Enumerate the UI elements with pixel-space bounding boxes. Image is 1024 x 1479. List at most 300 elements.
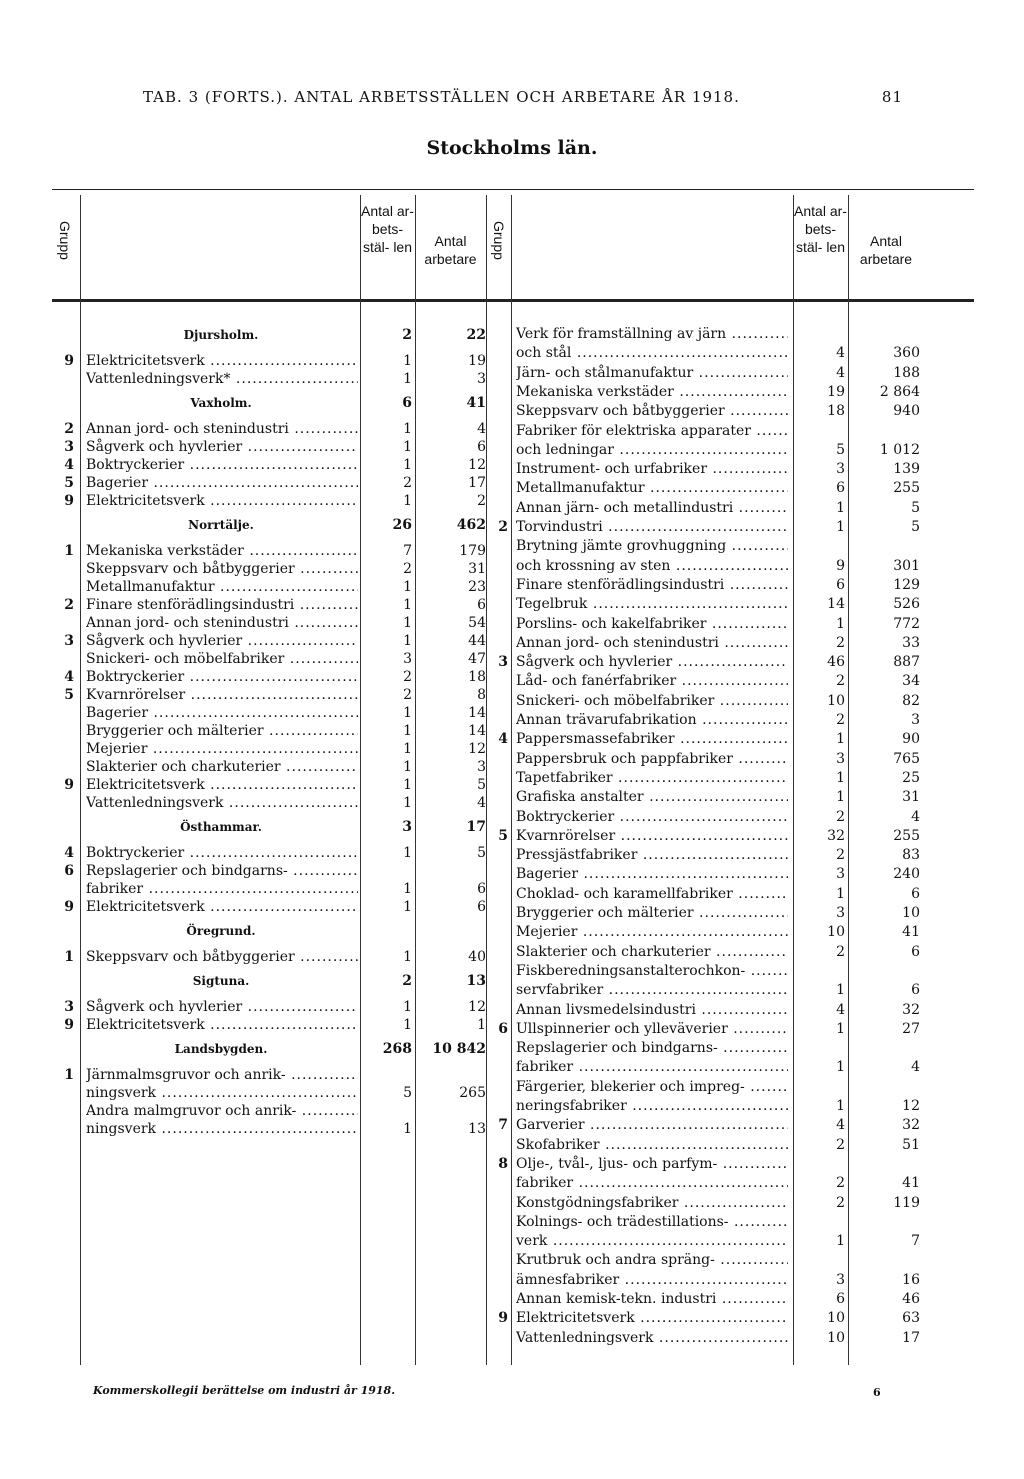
industry-label: Mekaniska verkstäder .....	[86, 543, 358, 559]
industry-label: Ullspinnerier och ylleväverier .....	[516, 1021, 788, 1037]
table-row	[486, 1232, 926, 1251]
antal-stallen-header: Antal ar- bets- stäl- len	[794, 203, 847, 255]
count-workers: 8	[477, 687, 486, 703]
count-establishments: 10	[827, 1329, 845, 1346]
count-establishments: 1	[836, 1098, 845, 1114]
count-workers: 5	[911, 499, 920, 516]
count-workers: 139	[893, 461, 920, 478]
industry-label: Torvindustri .....	[516, 519, 788, 535]
count-workers: 19	[468, 353, 486, 369]
count-workers: 32	[902, 1117, 920, 1134]
industry-label: Mejerier .....	[86, 741, 358, 757]
count-establishments: 268	[382, 1041, 412, 1057]
source-note: Kommerskollegii berättelse om industri år 1918.	[93, 1384, 396, 1397]
group-number: 5	[64, 475, 74, 491]
table-row	[486, 981, 926, 1000]
table-row	[52, 474, 488, 493]
count-workers: 1 012	[879, 441, 920, 458]
table-row	[486, 1116, 926, 1135]
table-row	[52, 438, 488, 457]
count-establishments: 9	[836, 557, 845, 574]
industry-label: Boktryckerier .....	[86, 457, 358, 473]
count-workers: 32	[902, 1001, 920, 1018]
table-row	[52, 1066, 488, 1085]
count-workers: 47	[468, 651, 486, 667]
count-establishments: 2	[836, 712, 845, 728]
industry-label: Grafiska anstalter .....	[516, 789, 788, 805]
count-workers: 3	[911, 712, 920, 728]
industry-name	[516, 1058, 788, 1077]
industry-name	[86, 352, 358, 371]
count-establishments: 2	[402, 973, 412, 989]
industry-name	[86, 420, 358, 439]
industry-name	[516, 422, 788, 441]
count-workers: 14	[468, 705, 486, 721]
industry-name	[86, 758, 358, 777]
industry-name	[516, 846, 788, 865]
industry-name	[86, 704, 358, 723]
table-row	[486, 1271, 926, 1290]
count-establishments: 1	[403, 723, 412, 739]
count-workers: 17	[902, 1329, 920, 1346]
section-row	[52, 972, 488, 991]
industry-name	[516, 1039, 788, 1058]
industry-label: neringsfabriker .....	[516, 1098, 788, 1114]
count-workers: 12	[902, 1098, 920, 1114]
industry-name	[516, 692, 788, 711]
table-row	[52, 668, 488, 687]
industry-name	[516, 1251, 788, 1270]
count-workers: 6	[911, 982, 920, 999]
page-number: 81	[881, 88, 903, 106]
count-establishments: 3	[836, 750, 845, 767]
count-workers: 41	[466, 395, 486, 411]
table-row	[486, 885, 926, 904]
count-establishments: 2	[836, 943, 845, 960]
industry-name	[516, 904, 788, 923]
table-row	[486, 441, 926, 460]
industry-name	[86, 596, 358, 615]
count-workers: 31	[902, 789, 920, 806]
industry-name	[516, 364, 788, 383]
count-workers: 17	[466, 819, 486, 835]
industry-name	[86, 668, 358, 687]
industry-name	[516, 325, 788, 344]
table-row	[486, 1194, 926, 1213]
table-row	[52, 542, 488, 561]
count-workers: 765	[893, 750, 920, 767]
industry-name	[86, 1102, 358, 1121]
count-workers: 90	[902, 731, 920, 748]
section-name: Öregrund.	[186, 924, 256, 938]
industry-label: Finare stenförädlingsindustri .....	[516, 577, 788, 593]
industry-name	[86, 542, 358, 561]
group-number: 2	[64, 421, 74, 437]
count-establishments: 1	[403, 579, 412, 595]
count-establishments: 1	[836, 1020, 845, 1037]
table-row	[486, 499, 926, 518]
table-row	[486, 1309, 926, 1328]
table-row	[486, 1058, 926, 1077]
table-row	[486, 1213, 926, 1232]
industry-name	[516, 1329, 788, 1348]
industry-label: Bryggerier och mälterier .....	[516, 905, 788, 921]
section-name: Vaxholm.	[190, 396, 252, 410]
region-title: Stockholms län.	[426, 137, 598, 159]
group-number: 4	[498, 731, 508, 748]
count-establishments: 5	[836, 441, 845, 458]
industry-label: Bagerier .....	[516, 866, 788, 882]
count-establishments: 1	[403, 439, 412, 455]
industry-label: Andra malmgruvor och anrik- .....	[86, 1103, 358, 1119]
industry-label: och stål .....	[516, 345, 788, 361]
count-establishments: 3	[836, 905, 845, 921]
industry-name	[516, 1174, 788, 1193]
count-workers: 18	[468, 669, 486, 685]
industry-name	[86, 776, 358, 795]
count-establishments: 1	[403, 1017, 412, 1033]
table-row	[52, 614, 488, 633]
industry-label: Finare stenförädlingsindustri .....	[86, 597, 358, 613]
table-row	[52, 880, 488, 899]
industry-name	[516, 962, 788, 981]
industry-name	[86, 1066, 358, 1085]
group-number: 1	[64, 1067, 74, 1083]
industry-label: Annan livsmedelsindustri .....	[516, 1002, 788, 1018]
table-row	[52, 686, 488, 705]
industry-name	[516, 865, 788, 884]
industry-name	[516, 1194, 788, 1213]
industry-label: Färgerier, blekerier och impreg- .....	[516, 1079, 788, 1095]
industry-label: Boktryckerier .....	[516, 809, 788, 825]
count-establishments: 14	[827, 596, 845, 613]
industry-name	[516, 750, 788, 769]
industry-label: servfabriker .....	[516, 982, 788, 998]
industry-name	[86, 438, 358, 457]
industry-label: Snickeri- och möbelfabriker .....	[516, 693, 788, 709]
count-establishments: 2	[836, 634, 845, 651]
industry-name	[516, 981, 788, 1000]
industry-name	[86, 492, 358, 511]
industry-label: fabriker .....	[516, 1175, 788, 1191]
count-workers: 82	[902, 692, 920, 709]
industry-name	[516, 441, 788, 460]
table-row	[486, 962, 926, 981]
table-row	[52, 740, 488, 759]
count-establishments: 10	[827, 924, 845, 941]
industry-label: Vattenledningsverk* .....	[86, 371, 358, 387]
industry-label: Elektricitetsverk .....	[86, 1017, 358, 1033]
industry-label: Annan jord- och stenindustri .....	[516, 635, 788, 651]
industry-name	[516, 1155, 788, 1174]
count-workers: 13	[468, 1121, 486, 1137]
count-workers: 940	[893, 403, 920, 420]
industry-label: Olje-, tvål-, ljus- och parfym- .....	[516, 1156, 788, 1172]
count-workers: 33	[902, 634, 920, 651]
count-establishments: 1	[836, 769, 845, 786]
table-row	[486, 1136, 926, 1155]
count-establishments: 4	[836, 345, 845, 362]
count-workers: 1	[477, 1017, 486, 1033]
table-row	[486, 383, 926, 402]
table-row	[486, 1039, 926, 1058]
industry-label: Annan jord- och stenindustri .....	[86, 421, 358, 437]
count-workers: 526	[893, 596, 920, 613]
count-establishments: 3	[836, 866, 845, 883]
count-workers: 255	[893, 480, 920, 497]
count-establishments: 1	[836, 1059, 845, 1076]
count-establishments: 1	[836, 519, 845, 535]
industry-name	[86, 632, 358, 651]
industry-label: Sågverk och hyvlerier .....	[516, 654, 788, 670]
count-workers: 179	[459, 543, 486, 559]
grupp-header: Grupp	[491, 221, 507, 260]
count-establishments: 1	[403, 759, 412, 775]
table-row	[52, 578, 488, 597]
table-row	[486, 537, 926, 556]
industry-label: Fiskberedningsanstalterochkon- .....	[516, 963, 788, 979]
count-workers: 34	[902, 673, 920, 690]
count-workers: 772	[893, 615, 920, 632]
industry-label: Elektricitetsverk .....	[86, 899, 358, 915]
grupp-header: Grupp	[57, 221, 73, 260]
industry-label: Elektricitetsverk .....	[86, 493, 358, 509]
table-row	[52, 596, 488, 615]
group-number: 3	[64, 999, 74, 1015]
industry-name	[86, 794, 358, 813]
group-number: 5	[64, 687, 74, 703]
group-number: 9	[64, 777, 74, 793]
industry-name	[516, 1290, 788, 1309]
count-establishments: 1	[403, 999, 412, 1015]
group-number: 9	[64, 1017, 74, 1033]
table-row	[52, 1084, 488, 1103]
count-workers: 10 842	[432, 1041, 486, 1057]
count-establishments: 1	[403, 615, 412, 631]
count-workers: 51	[902, 1136, 920, 1153]
table-row	[486, 1097, 926, 1116]
table-row	[52, 898, 488, 917]
industry-name	[516, 808, 788, 827]
section-name: Djursholm.	[183, 328, 259, 342]
industry-label: fabriker .....	[516, 1059, 788, 1075]
section-name: Sigtuna.	[192, 974, 250, 988]
industry-label: ämnesfabriker .....	[516, 1272, 788, 1288]
industry-name	[86, 560, 358, 579]
count-establishments: 2	[836, 1136, 845, 1153]
count-workers: 129	[893, 576, 920, 593]
table-row	[486, 769, 926, 788]
count-workers: 3	[477, 371, 486, 387]
table-row	[486, 325, 926, 344]
table-row	[52, 758, 488, 777]
table-row	[486, 672, 926, 691]
industry-name	[516, 1136, 788, 1155]
group-number: 4	[64, 669, 74, 685]
industry-label: Sågverk och hyvlerier .....	[86, 633, 358, 649]
industry-label: Bagerier .....	[86, 475, 358, 491]
table-row	[486, 1001, 926, 1020]
count-establishments: 1	[403, 881, 412, 897]
count-workers: 4	[911, 808, 920, 825]
industry-label: Repslagerier och bindgarns- .....	[516, 1040, 788, 1056]
industry-name	[86, 474, 358, 493]
industry-name	[86, 456, 358, 475]
industry-name	[516, 576, 788, 595]
industry-label: Choklad- och karamellfabriker .....	[516, 886, 788, 902]
industry-label: Elektricitetsverk .....	[516, 1310, 788, 1326]
industry-label: Pappersbruk och pappfabriker .....	[516, 751, 788, 767]
industry-label: Metallmanufaktur .....	[516, 480, 788, 496]
section-row	[52, 394, 488, 413]
industry-name	[516, 615, 788, 634]
industry-label: Elektricitetsverk .....	[86, 777, 358, 793]
industry-label: Boktryckerier .....	[86, 845, 358, 861]
table-row	[486, 943, 926, 962]
table-row	[486, 730, 926, 749]
count-workers: 6	[911, 885, 920, 902]
industry-name	[516, 537, 788, 556]
count-establishments: 1	[403, 371, 412, 387]
table-row	[486, 827, 926, 846]
industry-name	[86, 898, 358, 917]
industry-name	[516, 769, 788, 788]
industry-label: Snickeri- och möbelfabriker .....	[86, 651, 358, 667]
industry-name	[516, 885, 788, 904]
industry-name	[86, 1016, 358, 1035]
count-establishments: 3	[836, 461, 845, 478]
industry-name	[516, 943, 788, 962]
count-workers: 14	[468, 723, 486, 739]
table-row	[486, 846, 926, 865]
count-workers: 301	[893, 557, 920, 574]
group-number: 7	[498, 1117, 508, 1134]
count-workers: 63	[902, 1310, 920, 1327]
table-row	[52, 492, 488, 511]
count-establishments: 19	[827, 383, 845, 400]
count-workers: 360	[893, 345, 920, 362]
industry-label: Boktryckerier .....	[86, 669, 358, 685]
industry-label: och krossning av sten .....	[516, 558, 788, 574]
industry-name	[86, 862, 358, 881]
count-establishments: 6	[836, 1291, 845, 1307]
industry-label: Verk för framställning av järn .....	[516, 326, 788, 342]
industry-name	[516, 1097, 788, 1116]
section-name: Norrtälje.	[188, 518, 254, 532]
count-establishments: 6	[836, 576, 845, 593]
table-row	[52, 794, 488, 813]
industry-name	[516, 672, 788, 691]
table-row	[486, 402, 926, 421]
group-number: 9	[498, 1310, 508, 1327]
count-workers: 2	[477, 493, 486, 509]
count-workers: 119	[893, 1194, 920, 1211]
count-workers: 44	[468, 633, 486, 649]
count-establishments: 1	[403, 899, 412, 915]
count-workers: 17	[468, 475, 486, 491]
table-row	[486, 634, 926, 653]
industry-label: Skofabriker .....	[516, 1137, 788, 1153]
section-row	[52, 1040, 488, 1059]
count-establishments: 1	[836, 982, 845, 999]
table-row	[52, 560, 488, 579]
count-establishments: 4	[836, 364, 845, 381]
industry-name	[516, 1232, 788, 1251]
count-workers: 27	[902, 1020, 920, 1037]
count-establishments: 2	[836, 847, 845, 864]
count-workers: 83	[902, 847, 920, 864]
count-establishments: 1	[403, 705, 412, 721]
industry-label: Repslagerier och bindgarns- .....	[86, 863, 358, 879]
table-row	[52, 1120, 488, 1139]
count-establishments: 18	[827, 403, 845, 420]
table-row	[486, 1174, 926, 1193]
industry-name	[516, 1213, 788, 1232]
count-workers: 46	[902, 1291, 920, 1307]
count-workers: 4	[911, 1059, 920, 1076]
industry-label: Vattenledningsverk .....	[86, 795, 358, 811]
industry-label: Järn- och stålmanufaktur .....	[516, 365, 788, 381]
group-number: 4	[64, 457, 74, 473]
industry-name	[516, 460, 788, 479]
industry-label: Skeppsvarv och båtbyggerier .....	[86, 949, 358, 965]
industry-label: Vattenledningsverk .....	[516, 1330, 788, 1346]
industry-label: Pressjästfabriker .....	[516, 847, 788, 863]
group-number: 1	[64, 543, 74, 559]
count-workers: 5	[911, 519, 920, 535]
count-establishments: 10	[827, 1310, 845, 1327]
industry-name	[516, 711, 788, 730]
industry-label: Kvarnrörelser .....	[86, 687, 358, 703]
table-row	[486, 557, 926, 576]
industry-label: Brytning jämte grovhuggning .....	[516, 538, 788, 554]
industry-label: Mekaniska verkstäder .....	[516, 384, 788, 400]
industry-label: Kvarnrörelser .....	[516, 828, 788, 844]
industry-name	[516, 923, 788, 942]
count-workers: 6	[911, 943, 920, 960]
industry-name	[516, 1078, 788, 1097]
group-number: 8	[498, 1155, 508, 1172]
group-number: 1	[64, 949, 74, 965]
count-establishments: 1	[836, 789, 845, 806]
industry-name	[516, 1271, 788, 1290]
table-row	[486, 711, 926, 730]
table-row	[486, 865, 926, 884]
industry-label: fabriker .....	[86, 881, 358, 897]
table-row	[486, 364, 926, 383]
industry-name	[516, 1020, 788, 1039]
industry-name	[516, 1309, 788, 1328]
count-workers: 3	[477, 759, 486, 775]
industry-label: Järnmalmsgruvor och anrik- .....	[86, 1067, 358, 1083]
industry-label: Elektricitetsverk .....	[86, 353, 358, 369]
industry-label: Annan kemisk-tekn. industri .....	[516, 1291, 788, 1307]
industry-label: Annan trävarufabrikation .....	[516, 712, 788, 728]
industry-name	[516, 827, 788, 846]
count-establishments: 46	[827, 654, 845, 671]
industry-name	[516, 595, 788, 614]
table-row	[52, 456, 488, 475]
section-name: Östhammar.	[180, 820, 262, 834]
count-establishments: 1	[403, 845, 412, 861]
table-row	[52, 776, 488, 795]
count-establishments: 1	[403, 597, 412, 613]
industry-label: Fabriker för elektriska apparater .....	[516, 423, 788, 439]
group-number: 3	[64, 439, 74, 455]
industry-name	[86, 948, 358, 967]
group-number: 4	[64, 845, 74, 861]
table-row	[486, 1251, 926, 1270]
